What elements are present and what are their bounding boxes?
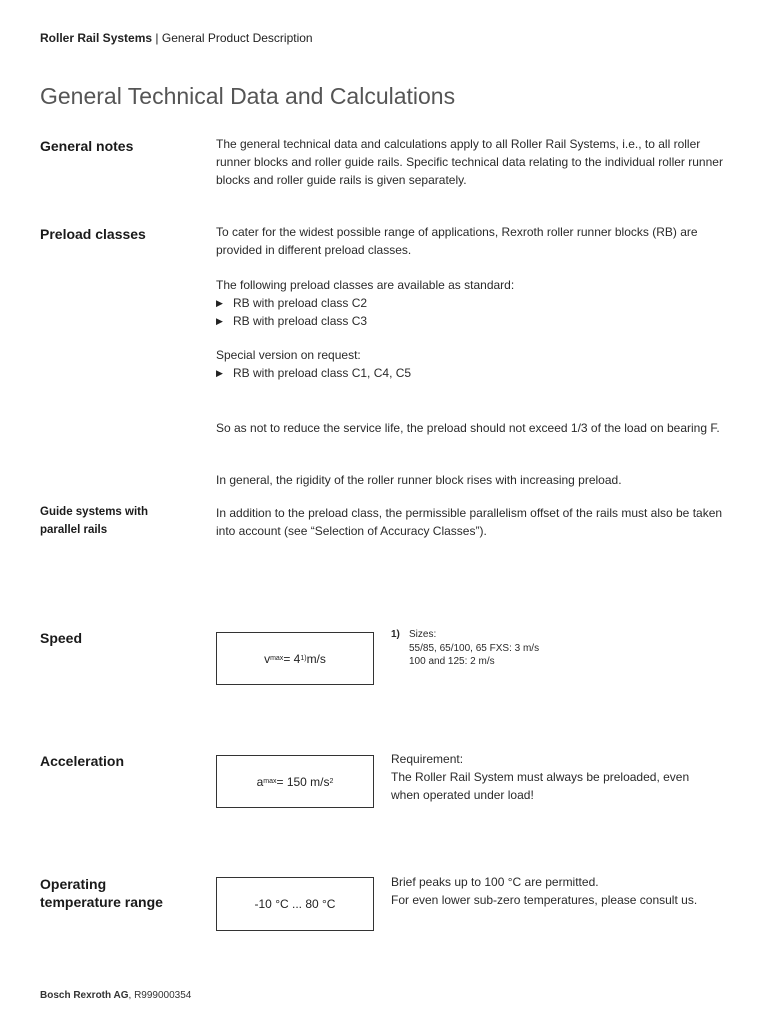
- footnote-line: 55/85, 65/100, 65 FXS: 3 m/s: [409, 642, 540, 654]
- footnote-line: 100 and 125: 2 m/s: [409, 656, 495, 667]
- bullet-triangle-icon: ▶: [216, 316, 223, 326]
- preload-service-life: So as not to reduce the service life, the preload should not exceed 1/3 of the load on bearing F.: [216, 421, 720, 435]
- acceleration-value: = 150 m/s: [276, 774, 330, 789]
- guide-systems-label: Guide systems with parallel rails: [40, 506, 149, 536]
- page-footer: [40, 990, 191, 1001]
- preload-intro: To cater for the widest possible range of applications, Rexroth roller runner blocks (RB) are provided in different preload classes.: [216, 225, 698, 257]
- header-product: Roller Rail Systems: [40, 31, 153, 45]
- guide-systems-text: In addition to the preload class, the permissible parallelism offset of the rails must also be taken into account (see “Selection of Accuracy Classes”).: [216, 506, 723, 538]
- acceleration-formula-box: [216, 755, 374, 808]
- footnote-line: Sizes:: [409, 629, 437, 640]
- note-line: Requirement:: [391, 752, 464, 766]
- general-notes-text: The general technical data and calculations apply to all Roller Rail Systems, i.e., to all roller runner blocks and roller guide rails. Specific technical data relating to the individual roller runner blocks and roller guide rails is given separately.: [216, 137, 723, 187]
- speed-subscript: max: [270, 655, 284, 662]
- speed-footnote-ref: 1): [300, 655, 307, 662]
- preload-special-block: [216, 346, 731, 382]
- header-section: General Product Description: [161, 31, 313, 45]
- temperature-note: [391, 873, 697, 909]
- note-line: The Roller Rail System must always be preloaded, even: [391, 770, 690, 784]
- preload-label: Preload classes: [40, 226, 146, 242]
- speed-label: Speed: [40, 630, 83, 646]
- acceleration-label: Acceleration: [40, 753, 125, 769]
- speed-value: = 4: [283, 651, 301, 666]
- footer-doc-number: , R999000354: [128, 990, 192, 1001]
- speed-symbol: v: [264, 651, 271, 666]
- speed-unit: m/s: [306, 651, 326, 666]
- acceleration-note: [391, 750, 689, 804]
- note-line: Brief peaks up to 100 °C are permitted.: [391, 875, 599, 889]
- acceleration-exponent: 2: [329, 778, 334, 785]
- page-title: General Technical Data and Calculations: [40, 83, 456, 109]
- preload-rigidity: In general, the rigidity of the roller runner block rises with increasing preload.: [216, 473, 622, 487]
- list-item: ▶ RB with preload class C1, C4, C5: [216, 366, 412, 380]
- speed-formula-box: [216, 632, 374, 685]
- list-item: ▶ RB with preload class C3: [216, 314, 368, 328]
- preload-standard-block: [216, 276, 731, 330]
- general-notes-label: General notes: [40, 138, 134, 154]
- acceleration-symbol: a: [256, 774, 264, 789]
- header-separator: |: [152, 31, 162, 45]
- preload-standard-heading: The following preload classes are available as standard:: [216, 278, 515, 292]
- footnote-mark: 1): [391, 629, 400, 640]
- page-header: [40, 31, 313, 45]
- note-line: For even lower sub-zero temperatures, please consult us.: [391, 893, 698, 907]
- bullet-triangle-icon: ▶: [216, 298, 223, 308]
- acceleration-subscript: max: [263, 778, 277, 785]
- note-line: when operated under load!: [391, 788, 534, 802]
- temperature-range-box: -10 °C ... 80 °C: [216, 877, 374, 931]
- speed-footnote: [391, 628, 539, 669]
- list-item: ▶ RB with preload class C2: [216, 296, 368, 310]
- preload-special-heading: Special version on request:: [216, 348, 361, 362]
- temperature-label: Operating temperature range: [40, 876, 163, 910]
- bullet-triangle-icon: ▶: [216, 368, 223, 378]
- footer-company: Bosch Rexroth AG: [40, 990, 129, 1001]
